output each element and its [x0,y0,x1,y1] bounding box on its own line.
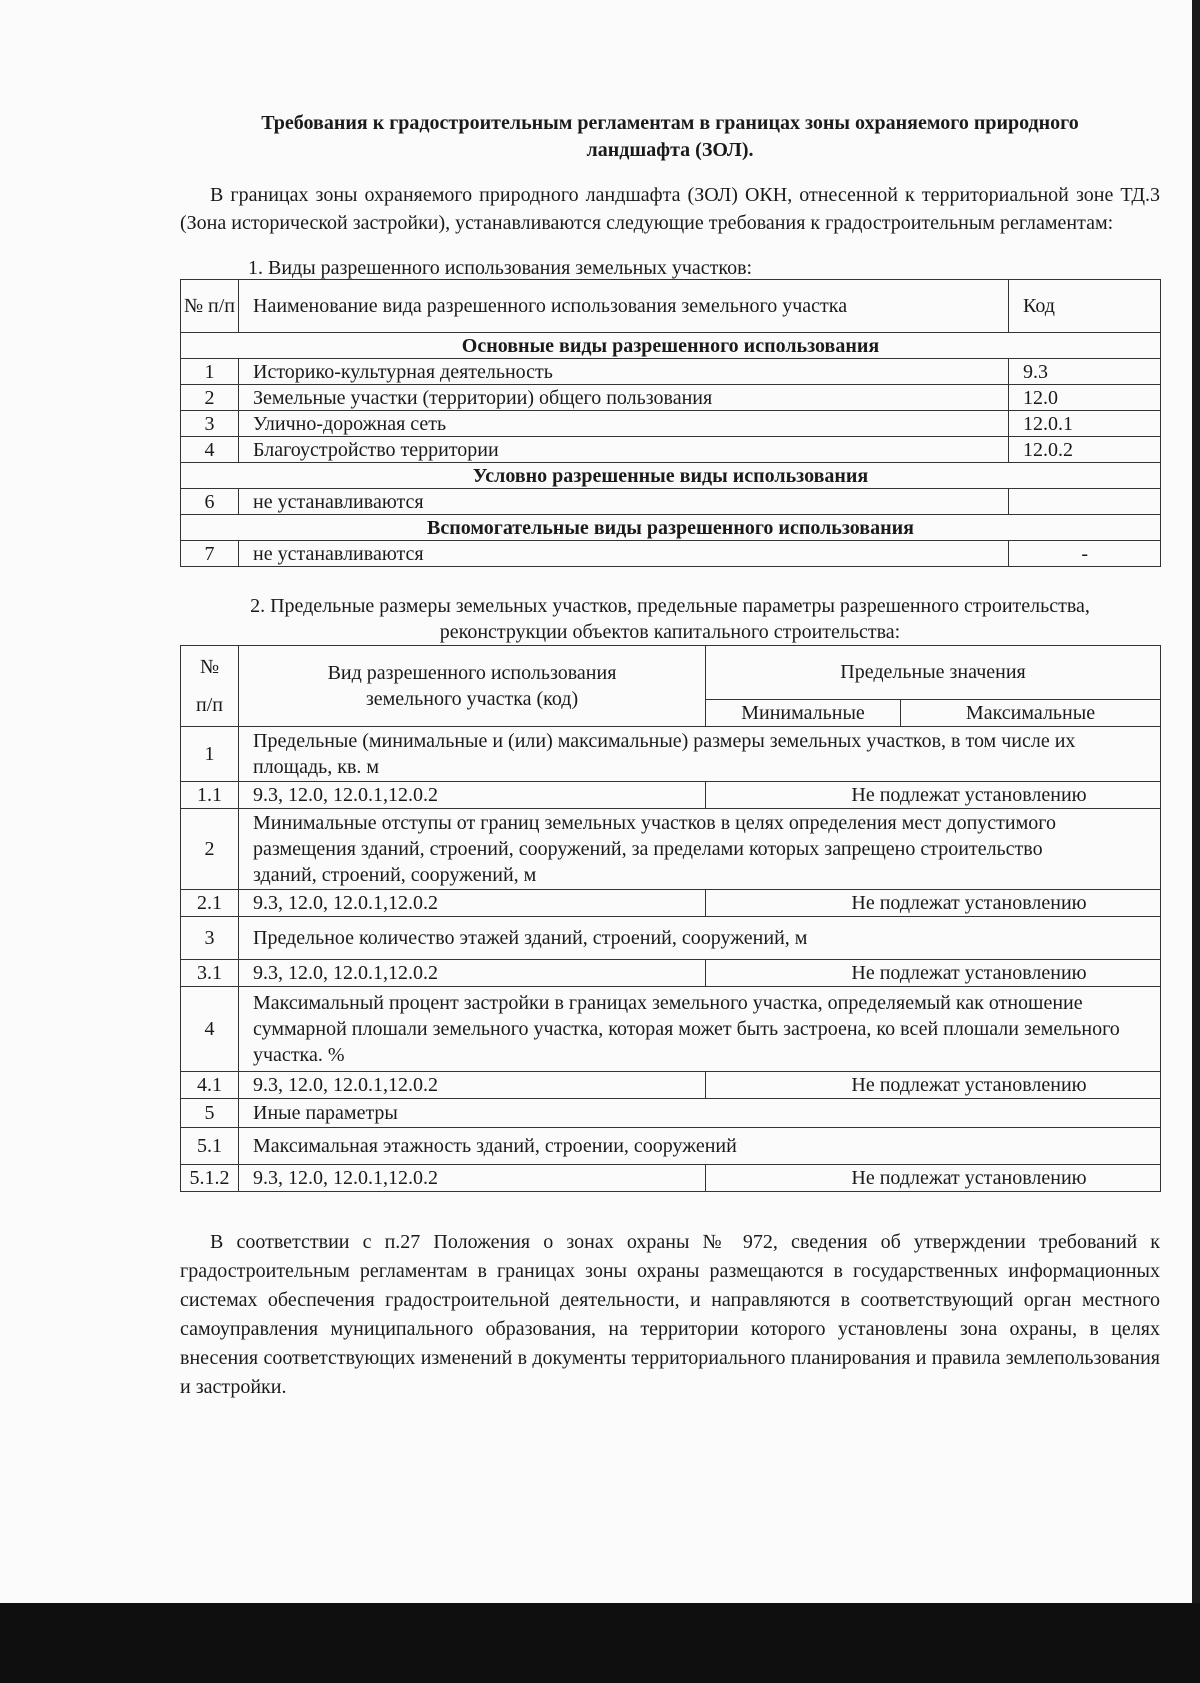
limits-table [180,645,1161,1192]
table-row [181,541,1161,567]
row-number: 6 [181,489,239,515]
group-label-conditional: Условно разрешенные виды использования [181,463,1161,489]
row-number: 4 [181,987,239,1072]
table-row [181,359,1161,385]
column-header-max: Максимальные [901,699,1161,726]
row-number: 4 [181,437,239,463]
row-codes: 9.3, 12.0, 12.0.1,12.0.2 [239,890,706,917]
row-description: Максимальная этажность зданий, строении, сооружений [239,1128,1161,1165]
row-name: не устанавливаются [239,489,1009,515]
section-1-heading: 1. Виды разрешенного использования земельных участков: [248,257,753,279]
table-header-row [181,646,1161,700]
row-number: 1 [181,727,239,782]
table-row [181,385,1161,411]
row-codes: 9.3, 12.0, 12.0.1,12.0.2 [239,1072,706,1099]
column-header-limits: Предельные значения [706,646,1161,700]
row-value: Не подлежат установлению [706,960,1161,987]
row-number: 5.1.2 [181,1165,239,1192]
row-code: - [1009,541,1161,567]
column-header-type: Вид разрешенного использования земельного участка (код) [239,646,706,727]
row-number: 3 [181,917,239,960]
column-header-min: Минимальные [706,699,901,726]
group-label-main: Основные виды разрешенного использования [181,333,1161,359]
table-row [181,987,1161,1072]
row-number: 5.1 [181,1128,239,1165]
final-paragraph: В соответствии с п.27 Положения о зонах охраны № 972, сведения об утверждении требований к градостроительным регламентам в границах зоны охраны размещаются в государственных информационных системах обеспечения градостроительной деятельности, и направляются в соответствующий орган местного самоуправления муниципального образования, на территории которого установлены зона охраны, в целях внесения соответствующих изменений в документы территориального планирования и правила землепользования и застройки. [180,1231,1160,1398]
table-row [181,890,1161,917]
row-number: 3 [181,411,239,437]
table-row [181,960,1161,987]
group-row-auxiliary [181,515,1161,541]
table-row [181,1128,1161,1165]
row-number: 3.1 [181,960,239,987]
table-row [181,489,1161,515]
table-row [181,1072,1161,1099]
row-number: 4.1 [181,1072,239,1099]
row-number: 1.1 [181,782,239,809]
row-name: Улично-дорожная сеть [239,411,1009,437]
row-value: Не подлежат установлению [706,1072,1161,1099]
table-row [181,917,1161,960]
table-row [181,809,1161,890]
row-code: 12.0 [1009,385,1161,411]
permitted-use-table [180,279,1161,567]
group-row-main [181,333,1161,359]
scan-bottom-band [0,1603,1200,1683]
group-row-conditional [181,463,1161,489]
document-content [180,110,1160,1422]
row-value: Не подлежат установлению [706,1165,1161,1192]
table-row [181,437,1161,463]
row-name: Земельные участки (территории) общего пользования [239,385,1009,411]
column-header-number-top: № [199,656,220,678]
row-number: 7 [181,541,239,567]
row-number: 2.1 [181,890,239,917]
row-name: не устанавливаются [239,541,1009,567]
row-codes: 9.3, 12.0, 12.0.1,12.0.2 [239,960,706,987]
section-2-heading: 2. Предельные размеры земельных участков, предельные параметры разрешенного строительства, реконструкции объектов капитального строительства: [250,595,1090,643]
row-number: 5 [181,1099,239,1128]
row-number: 2 [181,809,239,890]
row-code [1009,489,1161,515]
intro-paragraph: В границах зоны охраняемого природного ландшафта (ЗОЛ) ОКН, отнесенной к территориальной зоне ТД.3 (Зона исторической застройки), устанавливаются следующие требования к градостроительным регламентам: [180,184,1160,234]
table-row [181,1165,1161,1192]
row-name: Историко-культурная деятельность [239,359,1009,385]
row-description: Минимальные отступы от границ земельных участков в целях определения мест допустимого размещения зданий, строений, сооружений, за пределами которых запрещено строительство зданий, строений, сооружений, м [239,809,1161,890]
table-row [181,411,1161,437]
row-description: Иные параметры [239,1099,1161,1128]
row-description: Предельные (минимальные и (или) максимальные) размеры земельных участков, в том числе их площадь, кв. м [239,727,1161,782]
group-label-auxiliary: Вспомогательные виды разрешенного использования [181,515,1161,541]
column-header-number: № п/п [181,280,239,333]
column-header-number-bottom: п/п [196,694,223,716]
column-header-name: Наименование вида разрешенного использования земельного участка [239,280,1009,333]
column-header-code: Код [1009,280,1161,333]
row-code: 12.0.1 [1009,411,1161,437]
row-code: 9.3 [1009,359,1161,385]
row-number: 1 [181,359,239,385]
table-header-row [181,280,1161,333]
row-code: 12.0.2 [1009,437,1161,463]
row-description: Максимальный процент застройки в границах земельного участка, определяемый как отношение суммарной плошали земельного участка, которая может быть застроена, ко всей плошали земельного участка. % [239,987,1161,1072]
row-codes: 9.3, 12.0, 12.0.1,12.0.2 [239,782,706,809]
row-number: 2 [181,385,239,411]
table-row [181,727,1161,782]
row-name: Благоустройство территории [239,437,1009,463]
table-row [181,1099,1161,1128]
row-codes: 9.3, 12.0, 12.0.1,12.0.2 [239,1165,706,1192]
table-row [181,782,1161,809]
column-header-number [181,646,239,727]
row-value: Не подлежат установлению [706,782,1161,809]
row-value: Не подлежат установлению [706,890,1161,917]
document-title: Требования к градостроительным регламентам в границах зоны охраняемого природного ландшафта (ЗОЛ). [261,112,1079,161]
row-description: Предельное количество этажей зданий, строений, сооружений, м [239,917,1161,960]
scan-edge [1192,0,1200,1683]
